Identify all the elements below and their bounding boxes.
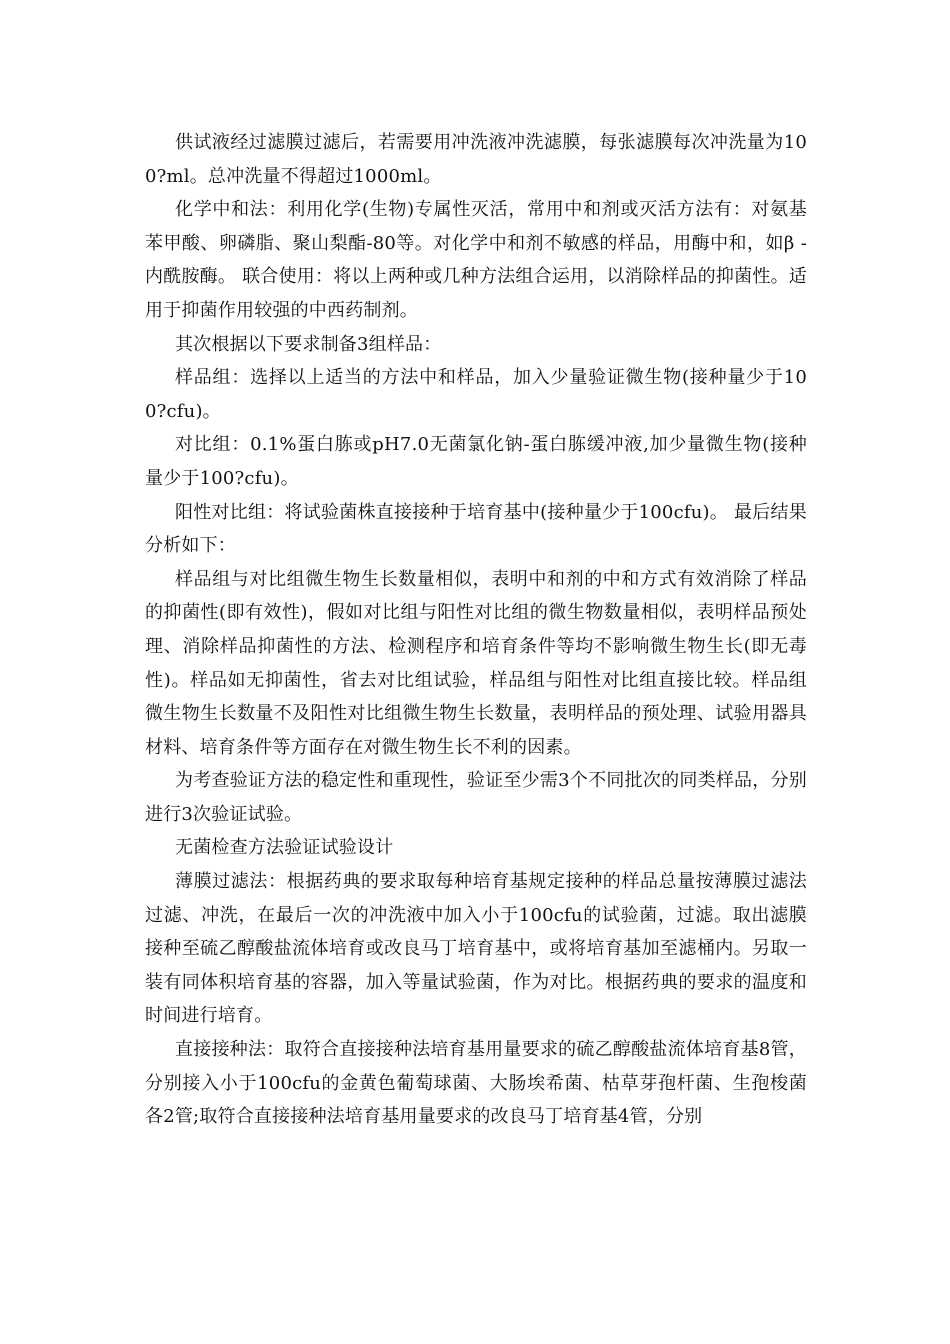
section-heading-sterility-validation: 无菌检查方法验证试验设计	[175, 837, 394, 859]
paragraph-result-analysis: 样品组与对比组微生物生长数量相似，表明中和剂的中和方式有效消除了样品的抑菌性(即有效性)，假如对比组与阳性对比组的微生物数量相似，表明样品预处理、消除样品抑菌性的方法、检测程序和培育条件等均不影响微生物生长(即无毒性)。样品如无抑菌性，省去对比组试验，样品组与阳性对比组直接比较。样品组微生物生长数量不及阳性对比组微生物生长数量，表明样品的预处理、试验用器具材料、培育条件等方面存在对微生物生长不利的因素。	[145, 568, 807, 758]
document-body	[145, 126, 807, 1134]
paragraph-direct-inoculation: 直接接种法：取符合直接接种法培育基用量要求的硫乙醇酸盐流体培育基8管，分别接入小于100cfu的金黄色葡萄球菌、大肠埃希菌、枯草芽孢杆菌、生孢梭菌各2管;取符合直接接种法培育基用量要求的改良马丁培育基4管，分别	[145, 1039, 807, 1128]
paragraph-control-group: 对比组：0.1%蛋白胨或pH7.0无菌氯化钠-蛋白胨缓冲液,加少量微生物(接种量少于100?cfu)。	[145, 434, 807, 489]
paragraph-membrane-rinse: 供试液经过滤膜过滤后，若需要用冲洗液冲洗滤膜，每张滤膜每次冲洗量为100?ml。总冲洗量不得超过1000ml。	[145, 132, 807, 187]
paragraph-membrane-filtration: 薄膜过滤法：根据药典的要求取每种培育基规定接种的样品总量按薄膜过滤法过滤、冲洗，在最后一次的冲洗液中加入小于100cfu的试验菌，过滤。取出滤膜接种至硫乙醇酸盐流体培育或改良马丁培育基中，或将培育基加至滤桶内。另取一装有同体积培育基的容器，加入等量试验菌，作为对比。根据药典的要求的温度和时间进行培育。	[145, 871, 807, 1027]
paragraph-sample-group: 样品组：选择以上适当的方法中和样品，加入少量验证微生物(接种量少于100?cfu)。	[145, 367, 807, 422]
paragraph-positive-control: 阳性对比组：将试验菌株直接接种于培育基中(接种量少于100cfu)。 最后结果分析如下：	[145, 501, 807, 557]
paragraph-prepare-groups: 其次根据以下要求制备3组样品：	[175, 333, 442, 355]
paragraph-reproducibility: 为考查验证方法的稳定性和重现性，验证至少需3个不同批次的同类样品，分别进行3次验证试验。	[145, 770, 807, 825]
paragraph-chemical-neutralization: 化学中和法：利用化学(生物)专属性灭活，常用中和剂或灭活方法有：对氨基苯甲酸、卵磷脂、聚山梨酯-80等。对化学中和剂不敏感的样品，用酶中和，如β -内酰胺酶。 联合使用：将以上两种或几种方法组合运用，以消除样品的抑菌性。适用于抑菌作用较强的中西药制剂。	[145, 199, 807, 321]
